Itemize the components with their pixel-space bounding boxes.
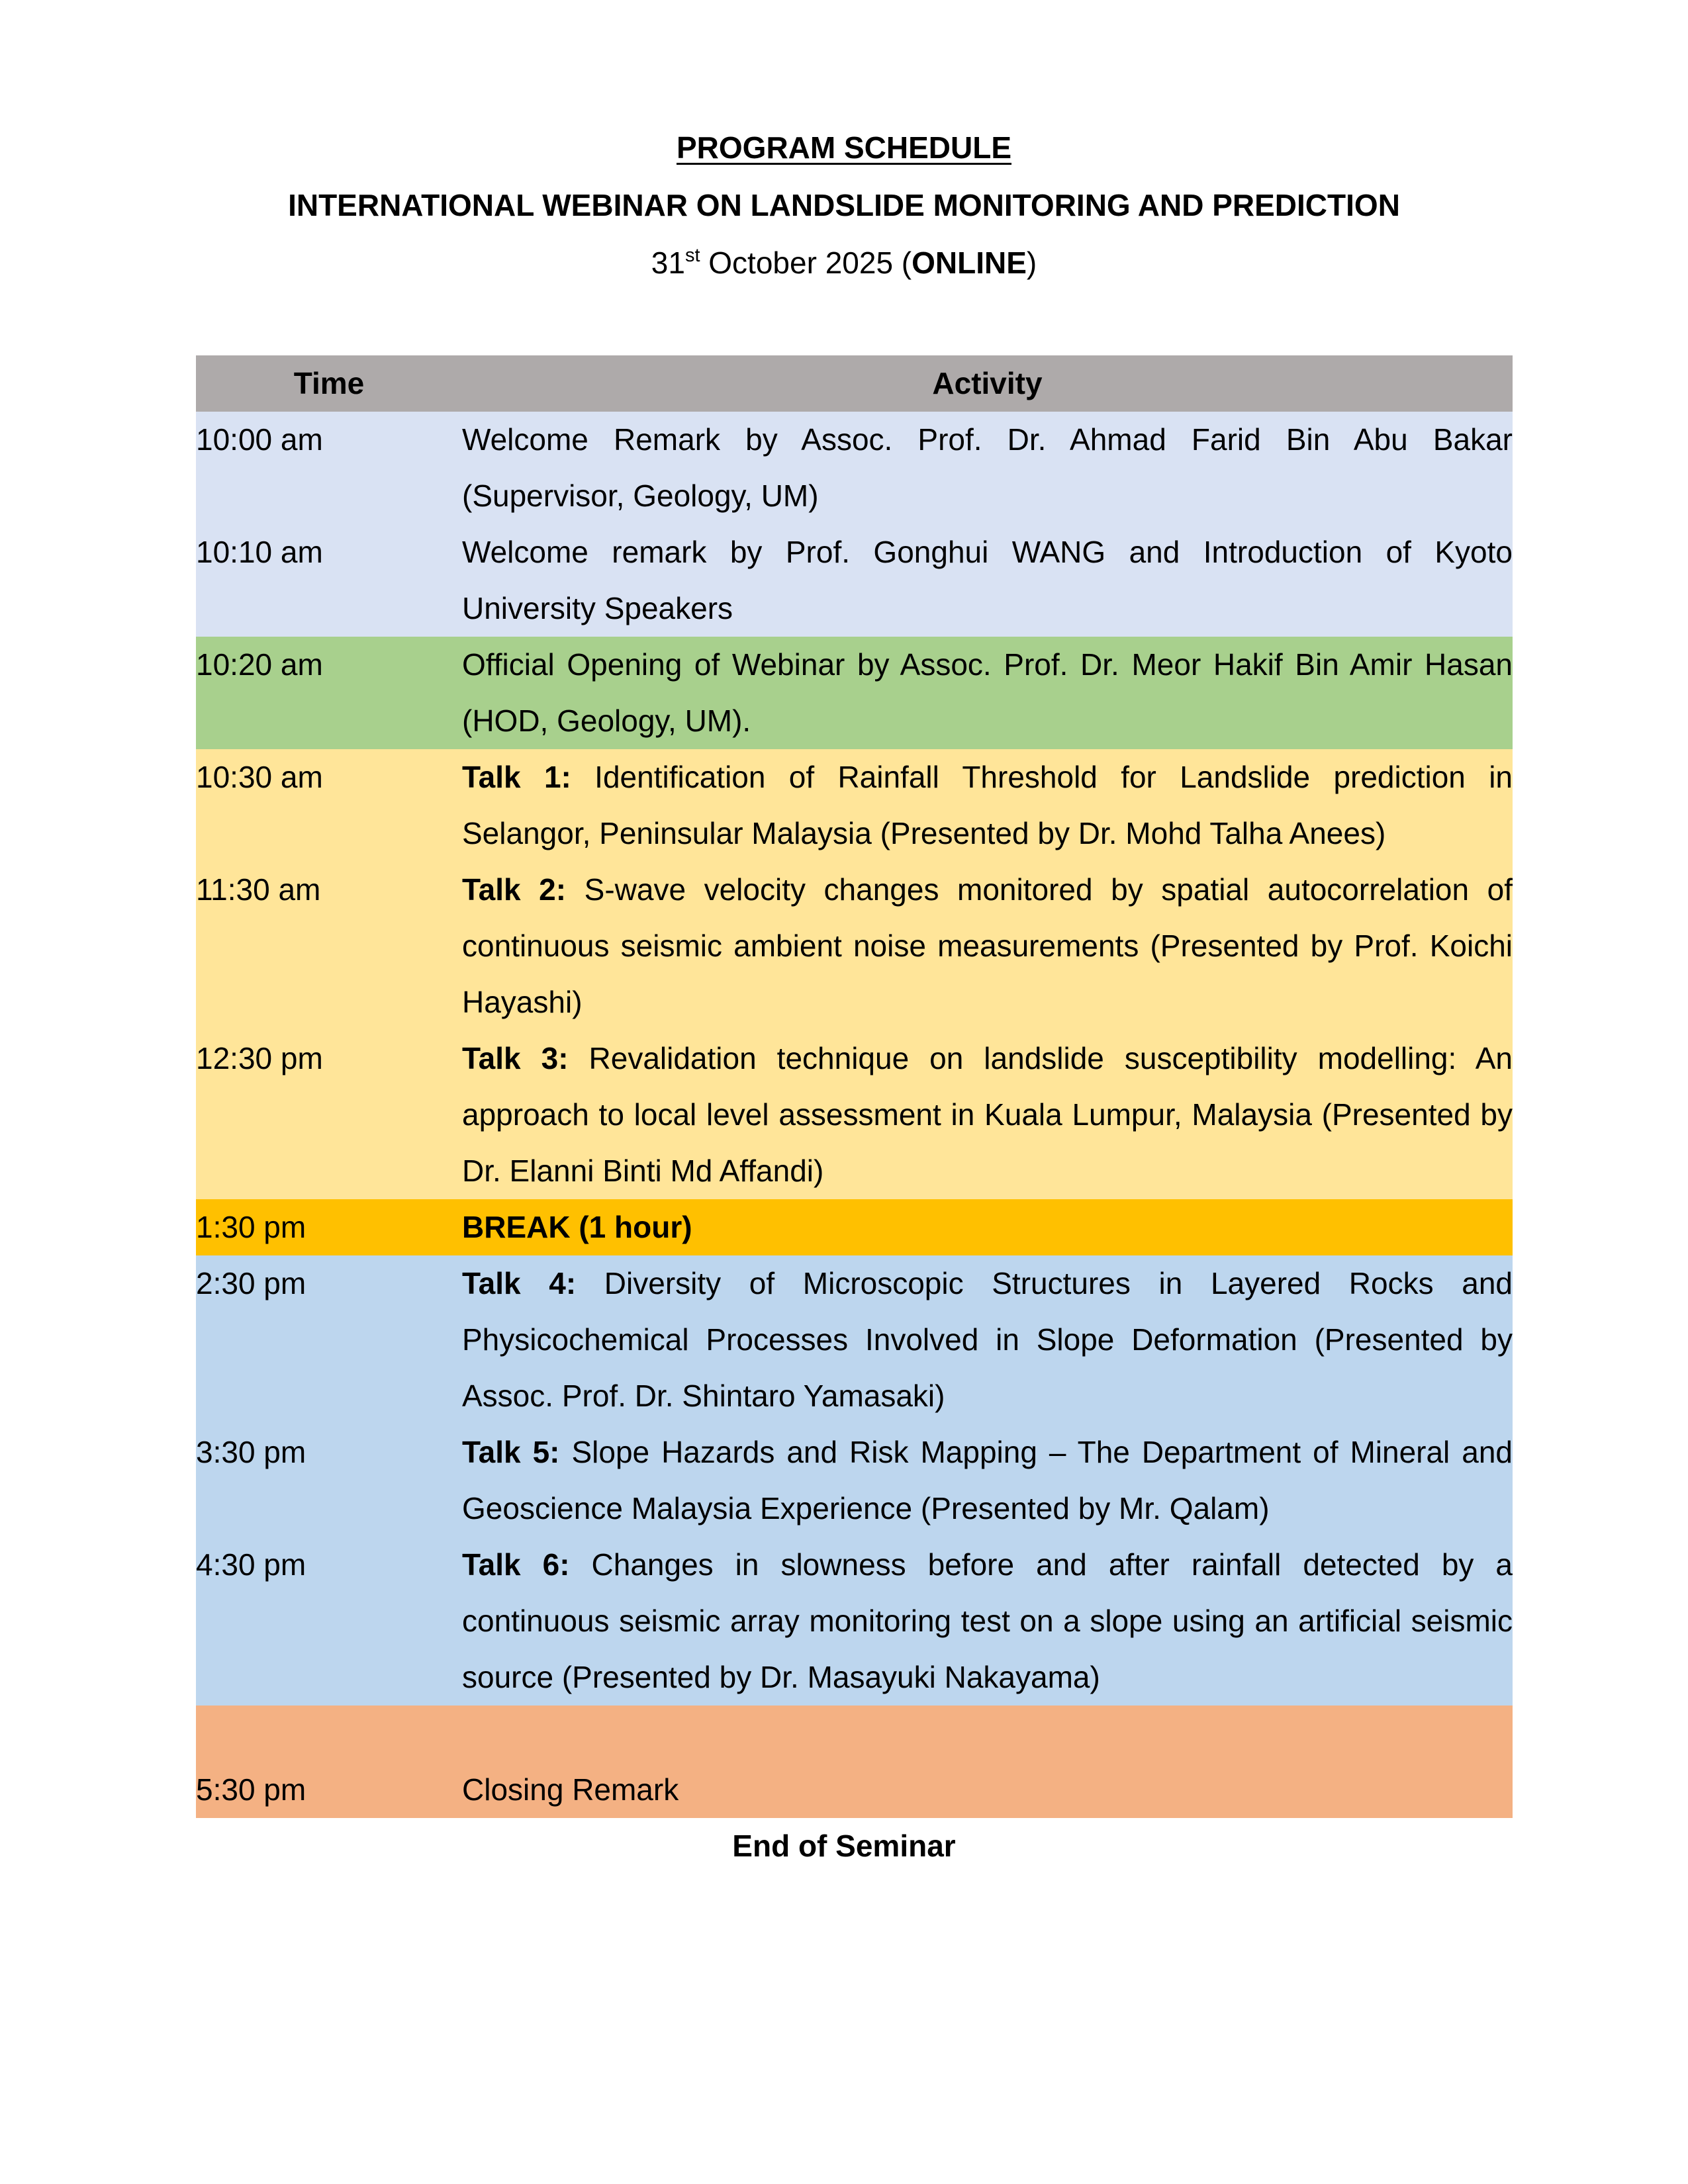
- event-date: [0, 245, 1688, 280]
- table-row: [196, 637, 1513, 749]
- date-close: ): [1026, 246, 1037, 280]
- talk-label: Talk 6:: [462, 1547, 570, 1582]
- activity-text: Changes in slowness before and after rainfall detected by a continuous seismic array monitoring test on a slope using an artificial seismic source (Presented by Dr. Masayuki Nakayama): [462, 1547, 1513, 1694]
- activity-text: Welcome remark by Prof. Gonghui WANG and Introduction of Kyoto University Speakers: [462, 535, 1513, 625]
- row-time: 3:30 pm: [196, 1424, 462, 1537]
- row-time: 10:00 am: [196, 412, 462, 524]
- talk-label: Talk 5:: [462, 1435, 560, 1469]
- date-suffix: st: [684, 245, 700, 266]
- row-activity: [462, 1424, 1513, 1537]
- row-activity: [462, 412, 1513, 524]
- row-time: 2:30 pm: [196, 1255, 462, 1424]
- table-row: [196, 412, 1513, 524]
- activity-text: Slope Hazards and Risk Mapping – The Department of Mineral and Geoscience Malaysia Experience (Presented by Mr. Qalam): [462, 1435, 1513, 1525]
- end-of-seminar: End of Seminar: [732, 1829, 956, 1863]
- row-time: 11:30 am: [196, 862, 462, 1030]
- row-activity: [462, 749, 1513, 862]
- row-time: 12:30 pm: [196, 1030, 462, 1199]
- row-time: 10:30 am: [196, 749, 462, 862]
- row-activity: [462, 1199, 1513, 1255]
- table-row: [196, 749, 1513, 862]
- talk-label: Talk 3:: [462, 1041, 569, 1075]
- row-time: 1:30 pm: [196, 1199, 462, 1255]
- date-mode: ONLINE: [912, 246, 1027, 280]
- row-activity: [462, 862, 1513, 1030]
- break-label: BREAK (1 hour): [462, 1210, 692, 1244]
- talk-label: Talk 1:: [462, 760, 571, 794]
- table-row: [196, 1706, 1513, 1818]
- row-time: 10:20 am: [196, 637, 462, 749]
- column-header-time: Time: [196, 355, 462, 412]
- schedule-table: [196, 355, 1513, 1818]
- page-title: PROGRAM SCHEDULE: [676, 130, 1012, 165]
- date-rest: October 2025 (: [700, 246, 912, 280]
- activity-text: Welcome Remark by Assoc. Prof. Dr. Ahmad Farid Bin Abu Bakar (Supervisor, Geology, UM): [462, 422, 1513, 513]
- activity-text: Diversity of Microscopic Structures in Layered Rocks and Physicochemical Processes Involved in Slope Deformation (Presented by Assoc. Prof. Dr. Shintaro Yamasaki): [462, 1266, 1513, 1413]
- date-day: 31: [651, 246, 685, 280]
- table-row: [196, 1537, 1513, 1706]
- talk-label: Talk 4:: [462, 1266, 577, 1300]
- table-row: [196, 524, 1513, 637]
- row-activity: [462, 1255, 1513, 1424]
- row-activity: [462, 1706, 1513, 1818]
- row-activity: [462, 637, 1513, 749]
- row-activity: [462, 1030, 1513, 1199]
- activity-text: S-wave velocity changes monitored by spatial autocorrelation of continuous seismic ambient noise measurements (Presented by Prof. Koichi Hayashi): [462, 872, 1513, 1019]
- activity-text: Revalidation technique on landslide susceptibility modelling: An approach to local level assessment in Kuala Lumpur, Malaysia (Presented by Dr. Elanni Binti Md Affandi): [462, 1041, 1513, 1188]
- activity-text: Official Opening of Webinar by Assoc. Prof. Dr. Meor Hakif Bin Amir Hasan (HOD, Geology, UM).: [462, 647, 1513, 738]
- row-time: 5:30 pm: [196, 1706, 462, 1818]
- row-time: 4:30 pm: [196, 1537, 462, 1706]
- webinar-title: INTERNATIONAL WEBINAR ON LANDSLIDE MONITORING AND PREDICTION: [288, 188, 1400, 222]
- table-row: [196, 1255, 1513, 1424]
- talk-label: Talk 2:: [462, 872, 567, 907]
- row-activity: [462, 1537, 1513, 1706]
- activity-text: Closing Remark: [462, 1772, 679, 1807]
- table-row: [196, 1030, 1513, 1199]
- table-header-row: [196, 355, 1513, 412]
- table-row: [196, 1199, 1513, 1255]
- column-header-activity: Activity: [462, 355, 1513, 412]
- activity-text: Identification of Rainfall Threshold for Landslide prediction in Selangor, Peninsular Malaysia (Presented by Dr. Mohd Talha Anees): [462, 760, 1513, 850]
- row-time: 10:10 am: [196, 524, 462, 637]
- table-row: [196, 862, 1513, 1030]
- table-row: [196, 1424, 1513, 1537]
- row-activity: [462, 524, 1513, 637]
